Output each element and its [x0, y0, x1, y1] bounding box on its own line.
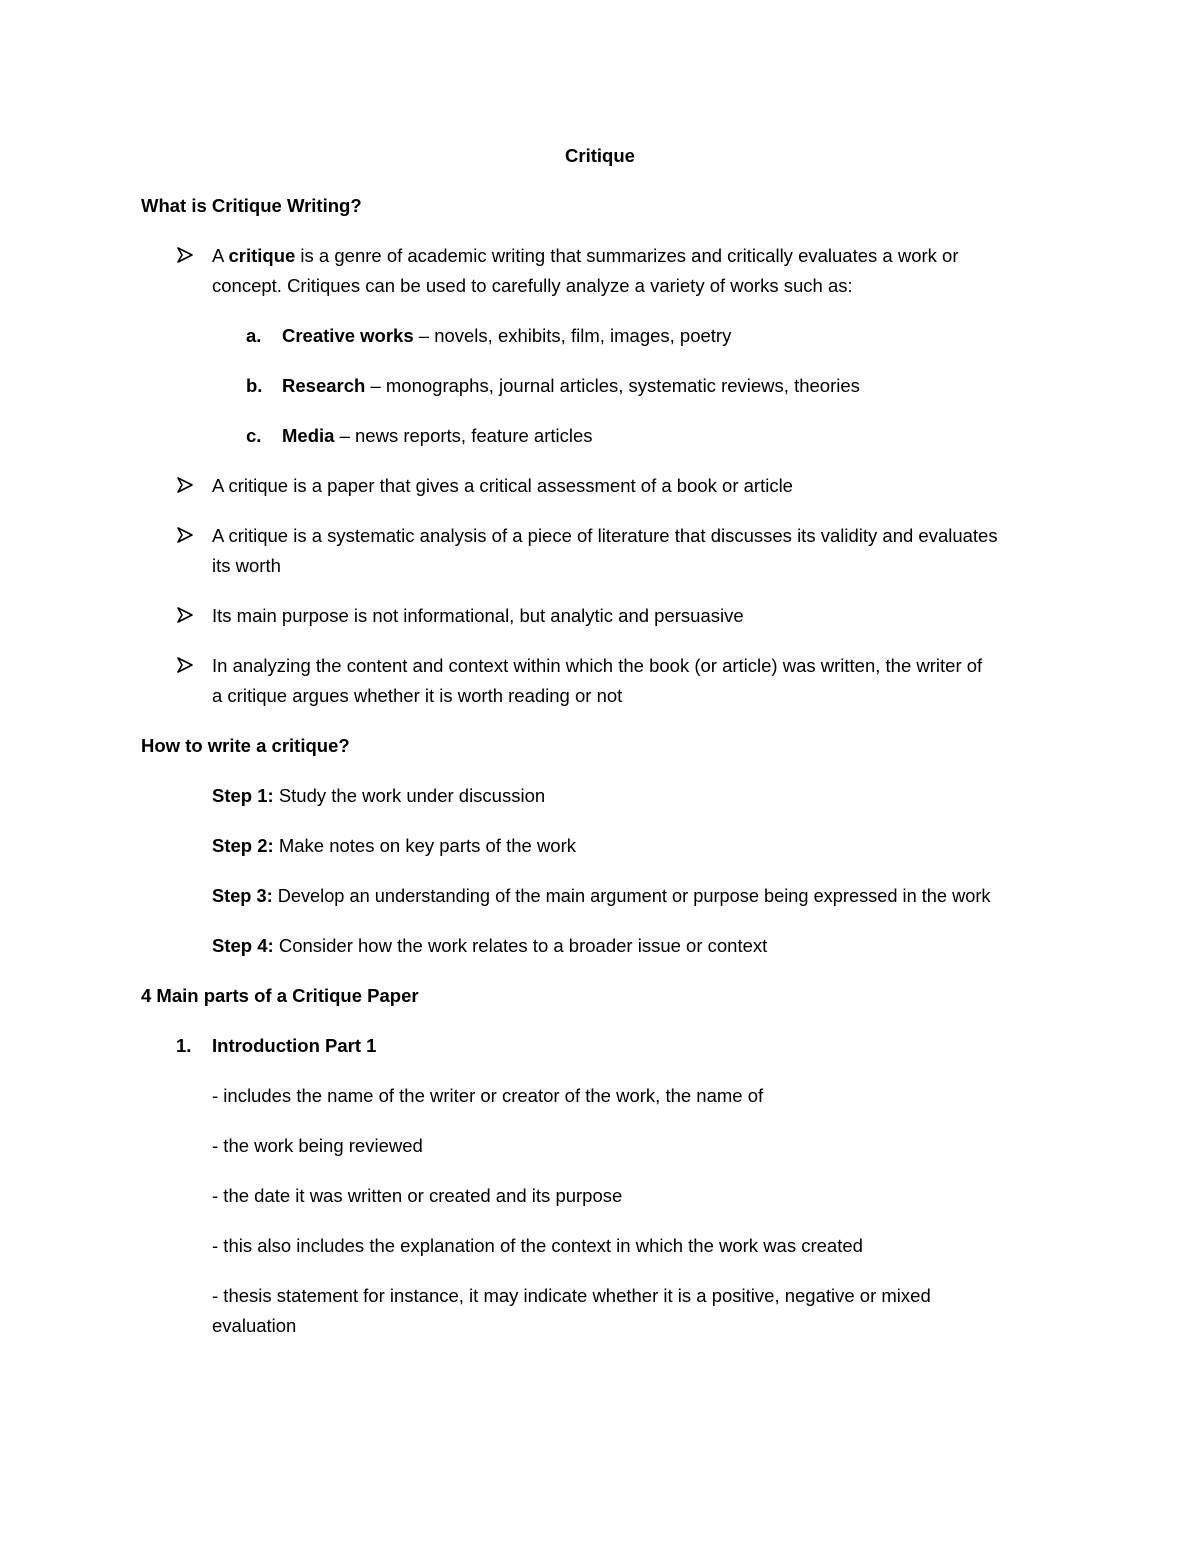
section-heading-what-is-critique: What is Critique Writing? [141, 195, 362, 216]
section-heading-how-to-write: How to write a critique? [141, 735, 350, 756]
step-label: Step 3: [212, 886, 273, 906]
bullet-3-line-2: its worth [212, 555, 281, 576]
arrow-bullet-icon [176, 245, 196, 267]
step-item [212, 885, 990, 907]
arrow-bullet-icon [176, 655, 196, 677]
sublist-text: – monographs, journal articles, systematic reviews, theories [365, 375, 860, 396]
step-text: Consider how the work relates to a broader issue or context [273, 935, 768, 956]
section-heading-main-parts: 4 Main parts of a Critique Paper [141, 985, 419, 1006]
step-text: Study the work under discussion [273, 785, 546, 806]
arrow-bullet-icon [176, 475, 196, 497]
bullet-5-line-2: a critique argues whether it is worth reading or not [212, 685, 623, 706]
sublist-term: Media [282, 425, 335, 446]
part-number: 1. [176, 1035, 192, 1056]
bullet-1-bold-term: critique [228, 245, 296, 266]
step-item [212, 835, 576, 857]
arrow-bullet-icon [176, 605, 196, 627]
sublist-text: – novels, exhibits, film, images, poetry [413, 325, 732, 346]
bullet-1-rest: is a genre of academic writing that summarizes and critically evaluates a work or [295, 245, 959, 266]
sublist-marker: c. [246, 425, 262, 446]
bullet-5-line-1: In analyzing the content and context within which the book (or article) was written, the writer of [212, 655, 983, 676]
sublist-text: – news reports, feature articles [334, 425, 593, 446]
step-item [212, 935, 767, 957]
part-title-introduction: Introduction Part 1 [212, 1035, 377, 1056]
sublist-marker: b. [246, 375, 263, 396]
sublist-term: Creative works [282, 325, 414, 346]
document-title: Critique [565, 145, 635, 166]
bullet-1-prefix: A [212, 245, 229, 266]
intro-detail-item-continuation: evaluation [212, 1315, 297, 1336]
sublist-term: Research [282, 375, 366, 396]
arrow-bullet-icon [176, 525, 196, 547]
step-label: Step 1: [212, 785, 274, 806]
sublist-marker: a. [246, 325, 262, 346]
bullet-3-line-1: A critique is a systematic analysis of a piece of literature that discusses its validity and evaluates [212, 525, 998, 546]
intro-detail-item: - includes the name of the writer or creator of the work, the name of [212, 1085, 764, 1106]
step-text: Develop an understanding of the main argument or purpose being expressed in the work [272, 886, 991, 906]
bullet-1-line-2: concept. Critiques can be used to carefully analyze a variety of works such as: [212, 275, 853, 296]
step-label: Step 4: [212, 935, 274, 956]
step-item [212, 785, 545, 807]
step-text: Make notes on key parts of the work [273, 835, 577, 856]
bullet-2: A critique is a paper that gives a critical assessment of a book or article [212, 475, 793, 496]
intro-detail-item: - this also includes the explanation of the context in which the work was created [212, 1235, 863, 1256]
intro-detail-item: - thesis statement for instance, it may indicate whether it is a positive, negative or mixed [212, 1285, 931, 1306]
bullet-4: Its main purpose is not informational, but analytic and persuasive [212, 605, 744, 626]
intro-detail-item: - the date it was written or created and its purpose [212, 1185, 623, 1206]
bullet-1-line-1 [212, 245, 959, 267]
intro-detail-item: - the work being reviewed [212, 1135, 423, 1156]
step-label: Step 2: [212, 835, 274, 856]
